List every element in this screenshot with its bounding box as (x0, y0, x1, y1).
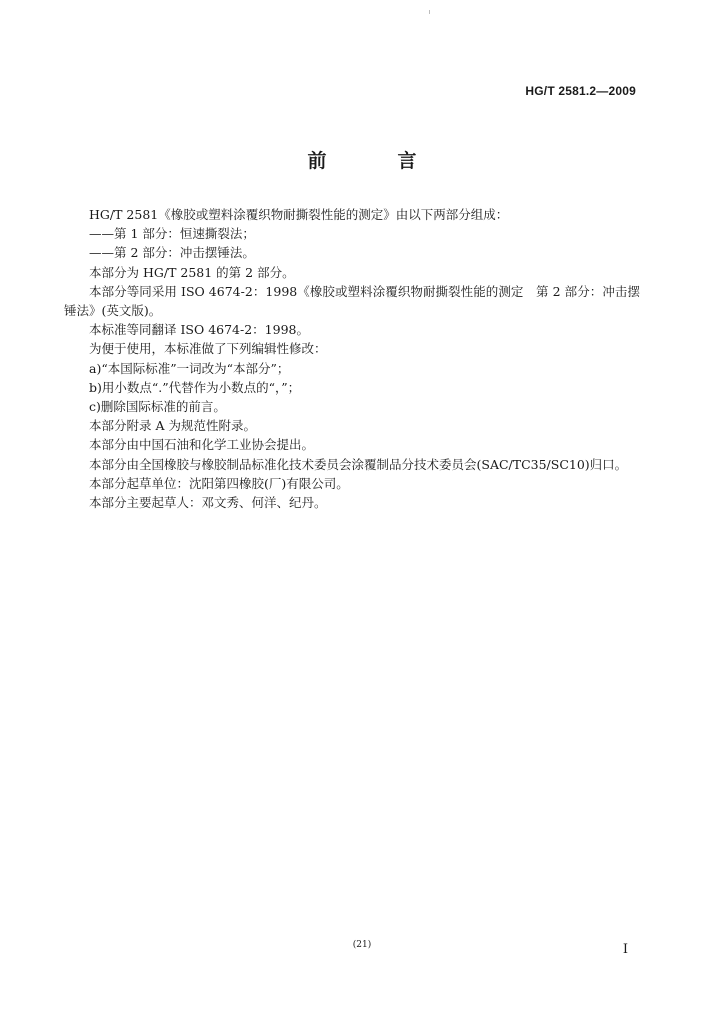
scan-mark (429, 10, 430, 14)
paragraph: 本部分由全国橡胶与橡胶制品标准化技术委员会涂覆制品分技术委员会(SAC/TC35/SC10)归口。 (89, 456, 628, 472)
paragraph: 本部分由中国石油和化学工业协会提出。 (89, 437, 315, 453)
paragraph: HG/T 2581《橡胶或塑料涂覆织物耐撕裂性能的测定》由以下两部分组成： (89, 207, 509, 222)
standard-code: HG/T 2581.2—2009 (525, 84, 636, 98)
paragraph: 本部分等同采用 ISO 4674-2：1998《橡胶或塑料涂覆织物耐撕裂性能的测定 第 2 部分：冲击摆锤法》(英文版)。 (64, 283, 640, 319)
paragraph: 本标准等同翻译 ISO 4674-2：1998。 (89, 322, 309, 338)
list-item: ——第 2 部分：冲击摆锤法。 (89, 245, 255, 261)
list-item: b)用小数点“.”代替作为小数点的“，”； (89, 379, 301, 395)
roman-page-number: I (622, 942, 628, 957)
foreword-body (64, 205, 640, 512)
list-item: c)删除国际标准的前言。 (89, 399, 226, 415)
paragraph: 本部分附录 A 为规范性附录。 (89, 418, 256, 434)
page-number: (21) (352, 940, 372, 950)
paragraph: 本部分主要起草人：邓文秀、何洋、纪丹。 (89, 495, 327, 511)
paragraph: 本部分为 HG/T 2581 的第 2 部分。 (89, 264, 295, 280)
paragraph: 本部分起草单位：沈阳第四橡胶(厂)有限公司。 (89, 475, 349, 491)
list-item: ——第 1 部分：恒速撕裂法； (89, 226, 255, 242)
page-title: 前 言 (307, 150, 443, 172)
paragraph: 为便于使用，本标准做了下列编辑性修改： (89, 341, 327, 357)
list-item: a)“本国际标准”一词改为“本部分”； (89, 360, 290, 376)
